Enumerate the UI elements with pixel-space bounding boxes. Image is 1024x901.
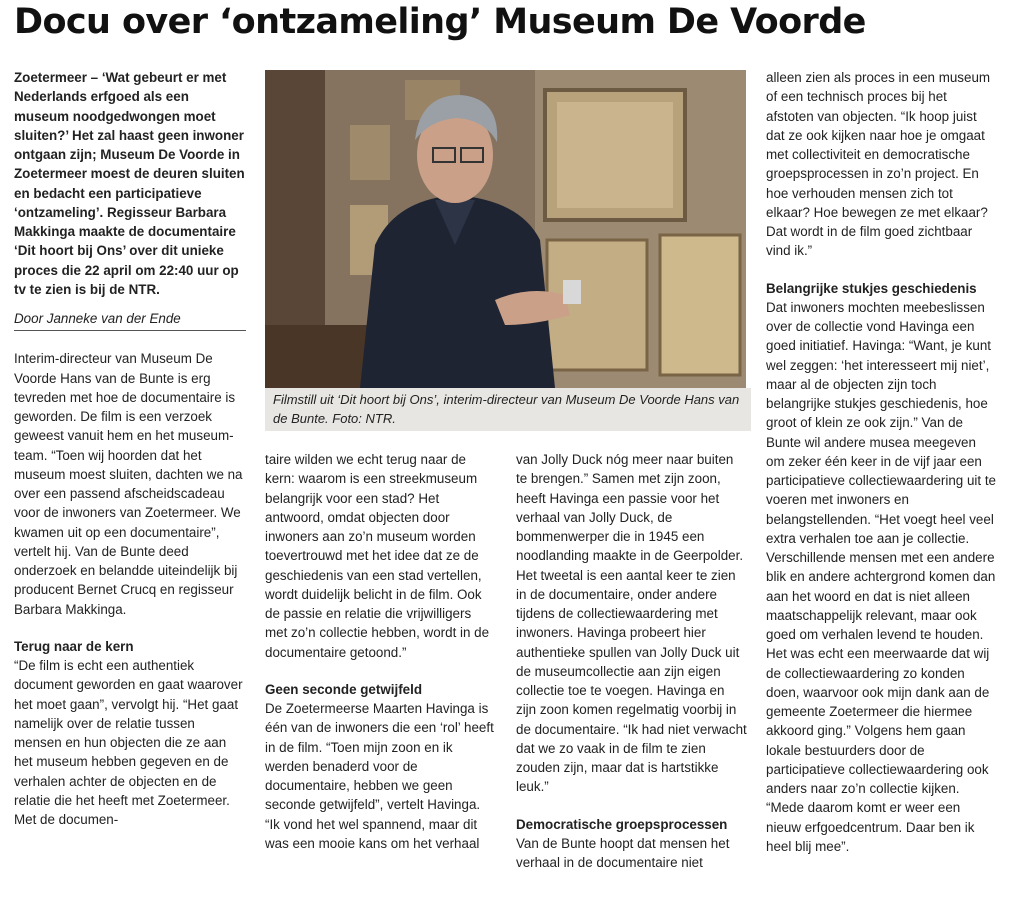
body-paragraph: “De film is echt een authentiek document geworden en gaat waarover het moet gaan”, vervolgt hij. “Het gaat namelijk over de relatie tussen mensen en hun objecten die ze aan het museum hebben gegeven en de verhalen achter de objecten en de relatie die het heeft met Zoetermeer. Met de documen- xyxy=(14,658,243,827)
body-paragraph: taire wilden we echt terug naar de kern: waarom is een streekmuseum belangrijk voor een stad? Het antwoord, omdat objecten door inwoners aan zo’n museum worden toevertrouwd met het idee dat ze de geschiedenis van een stad vertellen, wordt duidelijk belicht in de film. Ook de passie en relatie die vrijwilligers met zo’n collectie hebben, wordt in de documentaire getoond.” xyxy=(265,452,490,660)
subheading-belangrijke-stukjes-geschiedenis: Belangrijke stukjes geschiedenis xyxy=(766,280,977,296)
body-paragraph: alleen zien als proces in een museum of een technisch proces bij het afstoten van objecten. “Ik hoop juist dat ze ook kijken naar hoe je omgaat met collectiviteit en democratische groepsprocessen in zo’n project. En hoe verhouden mensen zich tot elkaar? Hoe bewegen ze met elkaar? Dat wordt in de film goed zichtbaar vind ik.” xyxy=(766,70,991,259)
subheading-geen-seconde-getwijfeld: Geen seconde getwijfeld xyxy=(265,681,423,697)
subheading-democratische-groepsprocessen: Democratische groepsprocessen xyxy=(516,816,728,832)
column-1 xyxy=(14,68,246,829)
body-paragraph: van Jolly Duck nóg meer naar buiten te brengen.” Samen met zijn zoon, heeft Havinga een passie voor het verhaal van Jolly Duck, de bommenwerper die in 1945 een noodlanding maakte in de Geerpolder. Het tweetal is een aantal keer te zien in de documentaire, onder andere tijdens de collectiewaardering met inwoners. Havinga probeert hier authentieke spullen van Jolly Duck uit de museumcollectie aan zijn eigen collectie toe te voegen. Havinga en zijn zoon komen regelmatig voorbij in de documentaire. “Ik had niet verwacht dat we zo vaak in de film te zien zouden zijn, maar dat is hartstikke leuk.” xyxy=(516,452,747,795)
column-4 xyxy=(766,68,998,856)
body-paragraph: Interim-directeur van Museum De Voorde Hans van de Bunte is erg tevreden met hoe de documentaire is geworden. De film is een verzoek geweest vanuit hem en het museum-team. “Toen wij hoorden dat het museum moest sluiten, dachten we na over een passend afscheidscadeau voor de inwoners van Zoetermeer. We kwamen uit op een documentaire”, vertelt hij. Van de Bunte deed onderzoek en belandde uiteindelijk bij producent Bernet Crucq en regisseur Barbara Makkinga. xyxy=(14,351,243,617)
body-paragraph: Van de Bunte hoopt dat mensen het verhaal in de documentaire niet xyxy=(516,835,730,870)
article-headline: Docu over ‘ontzameling’ Museum De Voorde xyxy=(14,2,866,42)
photo-caption: Filmstill uit ‘Dit hoort bij Ons’, interim-directeur van Museum De Voorde Hans van de Bunte. Foto: NTR. xyxy=(265,388,751,431)
article-photo xyxy=(265,70,746,388)
subheading-terug-naar-de-kern: Terug naar de kern xyxy=(14,638,134,654)
filmstill-image xyxy=(265,70,746,388)
byline: Door Janneke van der Ende xyxy=(14,309,246,331)
body-paragraph: De Zoetermeerse Maarten Havinga is één van de inwoners die een ‘rol’ heeft in de film. “Toen mijn zoon en ik werden benaderd voor de documentaire, hebben we geen seconde getwijfeld”, vertelt Havinga. “Ik vond het wel spannend, maar dit was een mooie kans om het verhaal xyxy=(265,701,494,851)
article-lead: Zoetermeer – ‘Wat gebeurt er met Nederlands erfgoed als een museum noodgedwongen moet sluiten?’ Het zal haast geen inwoner ontgaan zijn; Museum De Voorde in Zoetermeer moest de deuren sluiten en bedacht een participatieve ‘ontzameling’. Regisseur Barbara Makkinga maakte de documentaire ‘Dit hoort bij Ons’ over dit unieke proces die 22 april om 22:40 uur op tv te zien is bij de NTR. xyxy=(14,70,245,297)
column-2 xyxy=(265,450,497,853)
column-3 xyxy=(516,450,748,872)
body-paragraph: Dat inwoners mochten meebeslissen over de collectie vond Havinga een goed initiatief. Havinga: “Want, je kunt wel zeggen: ‘het interesseert mij niet’, maar al de objecten zijn toch belangrijke stukjes geschiedenis, hoe groot of klein ze ook zijn.” Van de Bunte wil andere musea meegeven om zeker één keer in de vijf jaar een participatieve collectiewaardering uit te voeren met inwoners en belangstellenden. “Het voegt heel veel extra verhalen toe aan je collectie. Verschillende mensen met een andere blik en andere achtergrond komen dan aan het woord en dat is niet alleen maatschappelijk relevant, maar ook goed om verhalen levend te houden. Het was echt een meerwaarde dat wij de collectiewaardering zo konden doen, waarvoor ook mijn dank aan de gemeente Zoetermeer die hiermee akkoord ging.” Volgens hem gaan lokale bestuurders door de participatieve collectiewaardering ook anders naar zo’n collectie kijken. “Mede daarom komt er weer een nieuw erfgoedcentrum. Daar ben ik heel blij mee”. xyxy=(766,299,996,854)
